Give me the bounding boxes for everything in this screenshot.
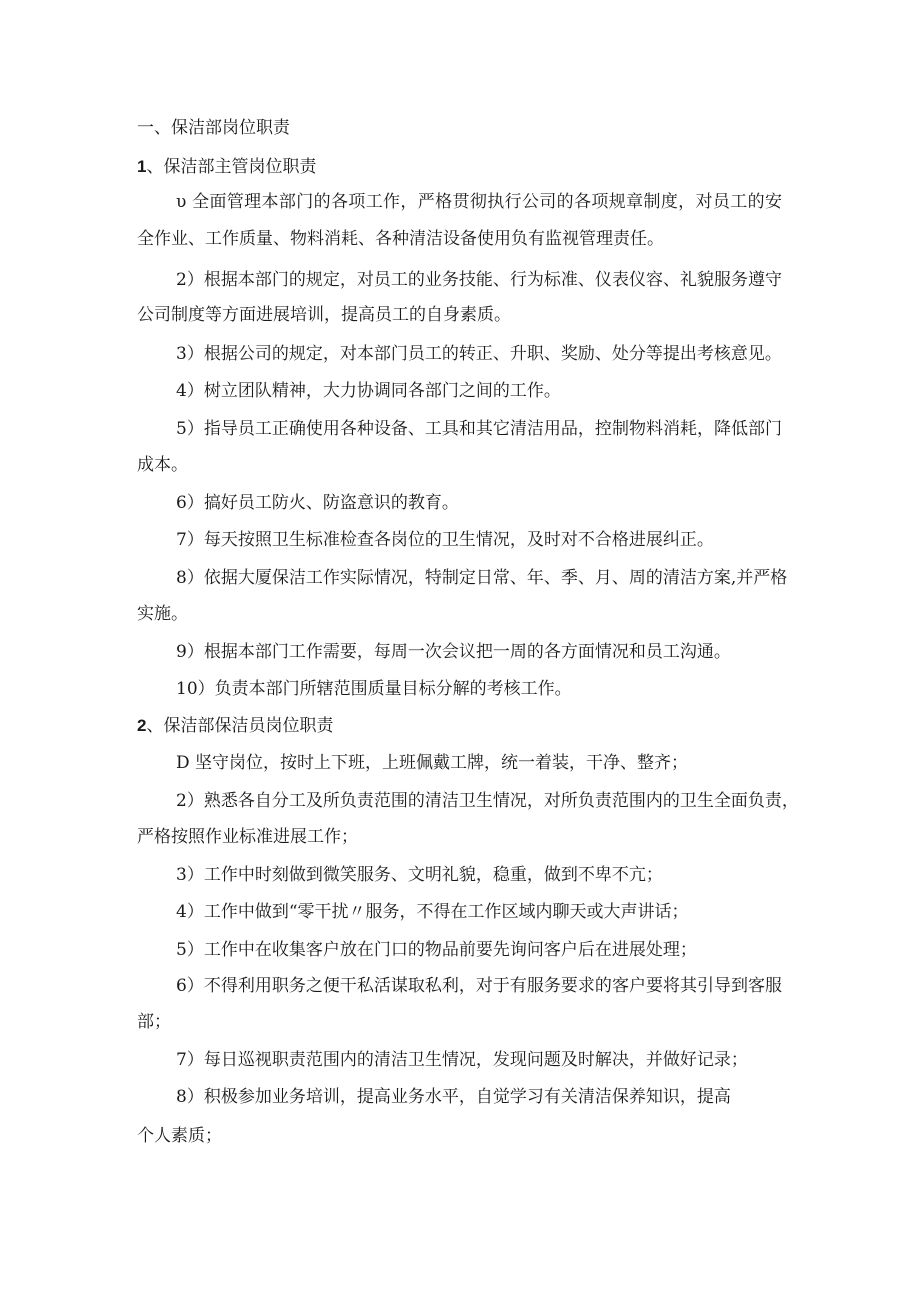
s2-item-8-line-2: 个人素质； [137, 1126, 222, 1146]
s1-item-8-line-2: 实施。 [137, 604, 188, 624]
s1-item-8-line-1: 8）依据大厦保洁工作实际情况，特制定日常、年、季、月、周的清洁方案,并严格 [176, 568, 788, 588]
s2-item-6-line-1: 6）不得利用职务之便干私活谋取私利，对于有服务要求的客户要将其引导到客服 [176, 976, 782, 996]
section-2-number: 2 [137, 716, 147, 735]
document-heading: 一、保洁部岗位职责 [137, 118, 290, 138]
s2-item-2-line-1: 2）熟悉各自分工及所负责范围的清洁卫生情况，对所负责范围内的卫生全面负责， [176, 791, 799, 811]
s2-item-2-line-2: 严格按照作业标准进展工作； [137, 827, 358, 847]
s1-item-2-line-1: 2）根据本部门的规定，对员工的业务技能、行为标准、仪表仪容、礼貌服务遵守 [176, 270, 782, 290]
s1-item-9: 9）根据本部门工作需要，每周一次会议把一周的各方面情况和员工沟通。 [176, 642, 731, 662]
s1-item-1-line-2: 全作业、工作质量、物料消耗、各种清洁设备使用负有监视管理责任。 [137, 229, 664, 249]
s1-item-3: 3）根据公司的规定，对本部门员工的转正、升职、奖励、处分等提出考核意见。 [176, 344, 782, 364]
s1-item-5-line-1: 5）指导员工正确使用各种设备、工具和其它清洁用品，控制物料消耗，降低部门 [176, 419, 782, 439]
s2-item-3: 3）工作中时刻做到微笑服务、文明礼貌，稳重，做到不卑不亢； [176, 865, 663, 885]
s2-item-6-line-2: 部； [137, 1012, 171, 1032]
s1-item-5-line-2: 成本。 [137, 455, 188, 475]
s2-item-1: D 坚守岗位，按时上下班，上班佩戴工牌，统一着装，干净、整齐； [176, 753, 689, 773]
s1-item-6: 6）搞好员工防火、防盗意识的教育。 [176, 493, 459, 513]
s1-item-1-line-1: υ 全面管理本部门的各项工作，严格贯彻执行公司的各项规章制度，对员工的安 [176, 192, 782, 212]
s2-item-8-line-1: 8）积极参加业务培训，提高业务水平，自觉学习有关清洁保养知识，提高 [176, 1087, 731, 1107]
section-2-heading [137, 715, 333, 737]
s2-item-7: 7）每日巡视职责范围内的清洁卫生情况，发现问题及时解决，并做好记录； [176, 1050, 748, 1070]
s1-item-10: 10）负责本部门所辖范围质量目标分解的考核工作。 [176, 679, 572, 699]
section-1-number: 1 [137, 157, 147, 176]
s1-item-4: 4）树立团队精神，大力协调同各部门之间的工作。 [176, 381, 561, 401]
section-1-heading [137, 156, 316, 178]
s1-item-7: 7）每天按照卫生标准检查各岗位的卫生情况，及时对不合格进展纠正。 [176, 530, 714, 550]
section-1-title: 、保洁部主管岗位职责 [146, 157, 317, 177]
section-2-title: 、保洁部保洁员岗位职责 [146, 716, 334, 736]
s2-item-4: 4）工作中做到“零干扰〃服务，不得在工作区域内聊天或大声讲话； [176, 902, 689, 922]
s1-item-2-line-2: 公司制度等方面进展培训，提高员工的自身素质。 [137, 305, 511, 325]
s2-item-5: 5）工作中在收集客户放在门口的物品前要先询问客户后在进展处理； [176, 940, 697, 960]
